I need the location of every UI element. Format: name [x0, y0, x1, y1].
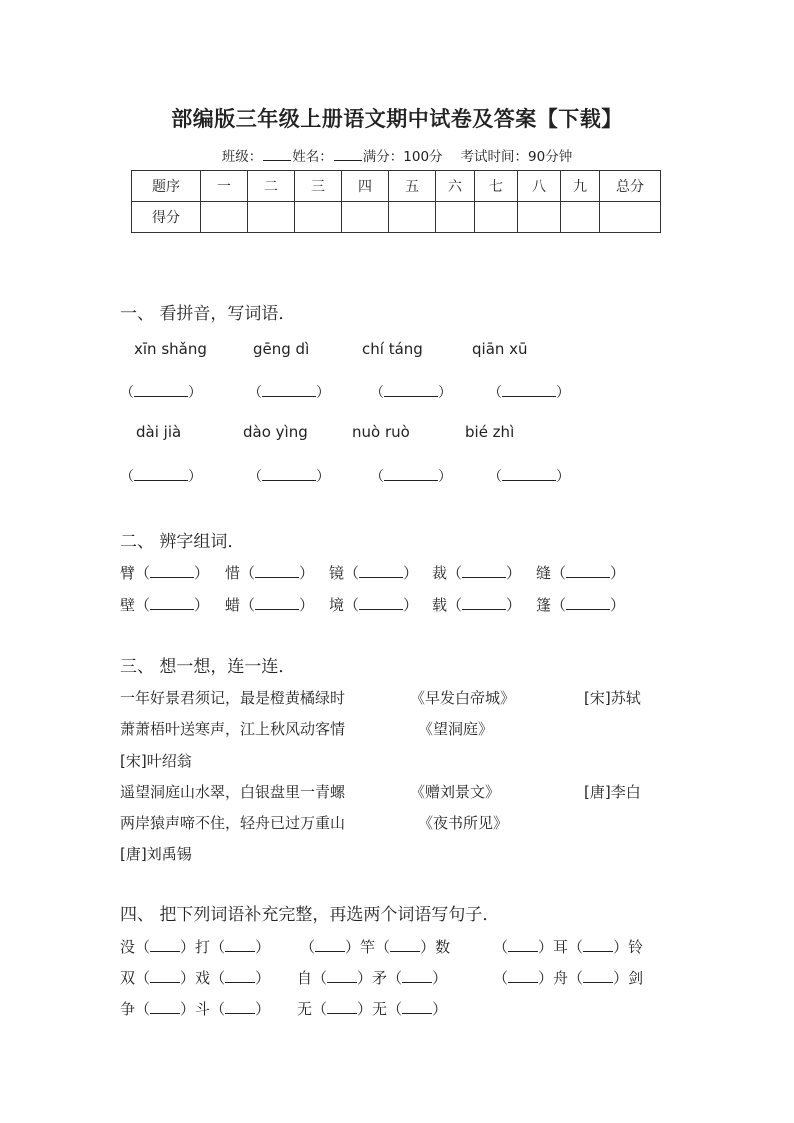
score-cell[interactable] [600, 202, 661, 233]
poem-author[interactable]: [宋]叶绍翁 [120, 752, 192, 770]
poem-line[interactable]: 萧萧梧叶送寒声，江上秋风动客情 [120, 720, 346, 738]
class-blank[interactable] [263, 148, 291, 161]
answer-blank[interactable]: （ ） [370, 385, 452, 401]
exam-info [0, 145, 794, 165]
score-cell[interactable] [475, 202, 518, 233]
idiom-item[interactable]: （ ）竿（ ）数 [300, 938, 451, 956]
q4-heading: 四、 把下列词语补充完整，再选两个词语写句子． [120, 905, 500, 925]
page-title: 部编版三年级上册语文期中试卷及答案【下载】 [171, 106, 623, 131]
idiom-item[interactable]: 没（ ）打（ ） [120, 938, 271, 956]
class-label: 班级： [221, 149, 263, 165]
answer-blank[interactable]: （ ） [248, 385, 330, 401]
poem-author[interactable]: [唐]刘禹锡 [120, 845, 192, 863]
poem-line[interactable]: 遥望洞庭山水翠，白银盘里一青螺 [120, 783, 346, 801]
score-header-cell: 七 [475, 171, 518, 202]
q3-heading: 三、 想一想，连一连． [120, 657, 296, 677]
answer-blank[interactable]: （ ） [120, 469, 202, 485]
score-table [131, 170, 661, 233]
score-header-cell: 二 [248, 171, 295, 202]
score-table-header-row [132, 171, 661, 202]
poem-title[interactable]: 《望洞庭》 [418, 720, 494, 738]
pinyin-item: chí táng [362, 340, 423, 358]
name-blank[interactable] [334, 148, 362, 161]
char-item[interactable]: 臂（ ） [120, 564, 210, 582]
poem-title[interactable]: 《早发白帝城》 [410, 689, 516, 707]
idiom-item[interactable]: 无（ ）无（ ） [297, 1000, 448, 1018]
answer-blank[interactable]: （ ） [370, 469, 452, 485]
idiom-item[interactable]: 自（ ）矛（ ） [297, 969, 448, 987]
poem-line[interactable]: 一年好景君须记，最是橙黄橘绿时 [120, 689, 346, 707]
score-header-cell: 六 [436, 171, 475, 202]
pinyin-item: dào yìng [243, 423, 308, 441]
char-item[interactable]: 篷（ ） [536, 596, 626, 614]
answer-blank[interactable]: （ ） [488, 469, 570, 485]
char-item[interactable]: 惜（ ） [225, 564, 315, 582]
name-label: 姓名： [292, 149, 333, 165]
char-item[interactable]: 裁（ ） [432, 564, 522, 582]
q2-heading: 二、 辨字组词． [120, 532, 245, 552]
score-cell[interactable] [561, 202, 600, 233]
score-header-cell: 四 [342, 171, 389, 202]
char-item[interactable]: 镜（ ） [329, 564, 419, 582]
poem-line[interactable]: 两岸猿声啼不住，轻舟已过万重山 [120, 814, 346, 832]
score-header-cell: 三 [295, 171, 342, 202]
score-header-cell: 九 [561, 171, 600, 202]
score-cell[interactable] [248, 202, 295, 233]
answer-blank[interactable]: （ ） [488, 385, 570, 401]
score-cell[interactable] [389, 202, 436, 233]
exam-time: 考试时间：90分钟 [460, 149, 573, 165]
poem-author[interactable]: [宋]苏轼 [584, 689, 641, 707]
answer-blank[interactable]: （ ） [248, 469, 330, 485]
score-cell[interactable] [201, 202, 248, 233]
score-cell[interactable] [518, 202, 561, 233]
score-header-cell: 总分 [600, 171, 661, 202]
char-item[interactable]: 蜡（ ） [225, 596, 315, 614]
pinyin-item: nuò ruò [352, 423, 410, 441]
score-table-score-row [132, 202, 661, 233]
pinyin-item: bié zhì [465, 423, 515, 441]
score-cell[interactable] [342, 202, 389, 233]
score-header-cell: 一 [201, 171, 248, 202]
score-row-label: 得分 [132, 202, 201, 233]
pinyin-item: gēng dì [253, 340, 310, 358]
pinyin-item: xīn shǎng [134, 340, 207, 358]
idiom-item[interactable]: 争（ ）斗（ ） [120, 1000, 271, 1018]
score-header-cell: 五 [389, 171, 436, 202]
pinyin-item: dài jià [136, 423, 182, 441]
poem-title[interactable]: 《赠刘景文》 [410, 783, 501, 801]
idiom-item[interactable]: （ ）耳（ ）铃 [493, 938, 644, 956]
score-cell[interactable] [436, 202, 475, 233]
char-item[interactable]: 缝（ ） [536, 564, 626, 582]
q1-heading: 一、 看拼音，写词语． [120, 304, 296, 324]
poem-author[interactable]: [唐]李白 [584, 783, 641, 801]
poem-title[interactable]: 《夜书所见》 [418, 814, 509, 832]
answer-blank[interactable]: （ ） [120, 385, 202, 401]
char-item[interactable]: 境（ ） [329, 596, 419, 614]
score-header-cell: 八 [518, 171, 561, 202]
score-header-cell: 题序 [132, 171, 201, 202]
idiom-item[interactable]: 双（ ）戏（ ） [120, 969, 271, 987]
char-item[interactable]: 壁（ ） [120, 596, 210, 614]
full-score: 满分：100分 [362, 149, 443, 165]
idiom-item[interactable]: （ ）舟（ ）剑 [493, 969, 644, 987]
char-item[interactable]: 载（ ） [432, 596, 522, 614]
pinyin-item: qiān xū [472, 340, 528, 358]
score-cell[interactable] [295, 202, 342, 233]
